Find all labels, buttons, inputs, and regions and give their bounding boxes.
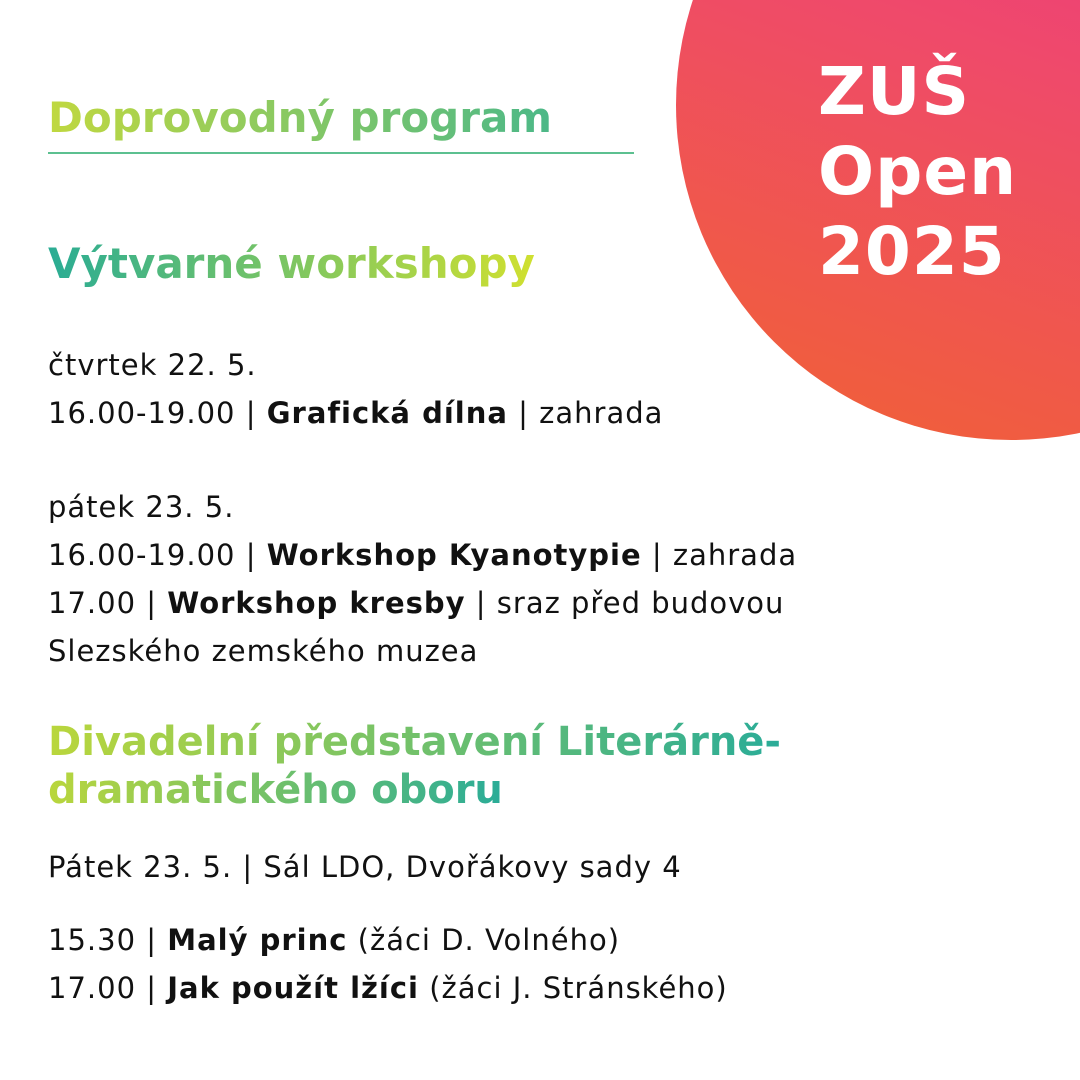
page-title (48, 88, 552, 148)
section-title-theatre (48, 718, 1008, 814)
workshops-day2 (48, 483, 797, 675)
title-underline (48, 152, 634, 154)
event-name: Workshop Kyanotypie (266, 538, 642, 572)
show-name: Malý princ (167, 923, 348, 957)
show-name: Jak použít lžíci (167, 971, 419, 1005)
show-note: (žáci D. Volného) (347, 923, 621, 957)
event-name: Grafická dílna (266, 396, 508, 430)
event-place: | zahrada (507, 396, 664, 430)
schedule-line (48, 916, 728, 964)
day1-date: čtvrtek 22. 5. (48, 348, 257, 382)
section-title-theatre-line2: dramatického oboru (48, 767, 503, 813)
workshops-day1 (48, 341, 663, 437)
schedule-line-continuation: Slezského zemského muzea (48, 634, 479, 668)
show-time: 17.00 | (48, 971, 168, 1005)
venue-line: Pátek 23. 5. | Sál LDO, Dvořákovy sady 4 (48, 850, 682, 884)
badge-line-year: 2025 (818, 213, 1006, 290)
event-time: 16.00-19.00 | (48, 538, 267, 572)
schedule-line (48, 531, 797, 579)
page-title-text: Doprovodný program (48, 93, 553, 142)
section-title-workshops-text: Výtvarné workshopy (48, 239, 535, 288)
schedule-line (48, 964, 728, 1012)
event-badge (818, 52, 1017, 292)
schedule-line (48, 389, 663, 437)
section-title-theatre-line1: Divadelní představení Literárně- (48, 719, 782, 765)
theatre-shows (48, 916, 728, 1012)
event-place: | sraz před budovou (465, 586, 785, 620)
event-time: 17.00 | (48, 586, 168, 620)
event-time: 16.00-19.00 | (48, 396, 267, 430)
event-name: Workshop kresby (167, 586, 466, 620)
show-time: 15.30 | (48, 923, 168, 957)
event-place: | zahrada (641, 538, 798, 572)
day2-date: pátek 23. 5. (48, 490, 235, 524)
schedule-line (48, 579, 797, 627)
section-title-workshops (48, 234, 535, 294)
badge-line-open: Open (818, 133, 1018, 210)
badge-line-zus: ZUŠ (818, 53, 970, 130)
theatre-venue (48, 843, 682, 891)
show-note: (žáci J. Stránského) (418, 971, 728, 1005)
